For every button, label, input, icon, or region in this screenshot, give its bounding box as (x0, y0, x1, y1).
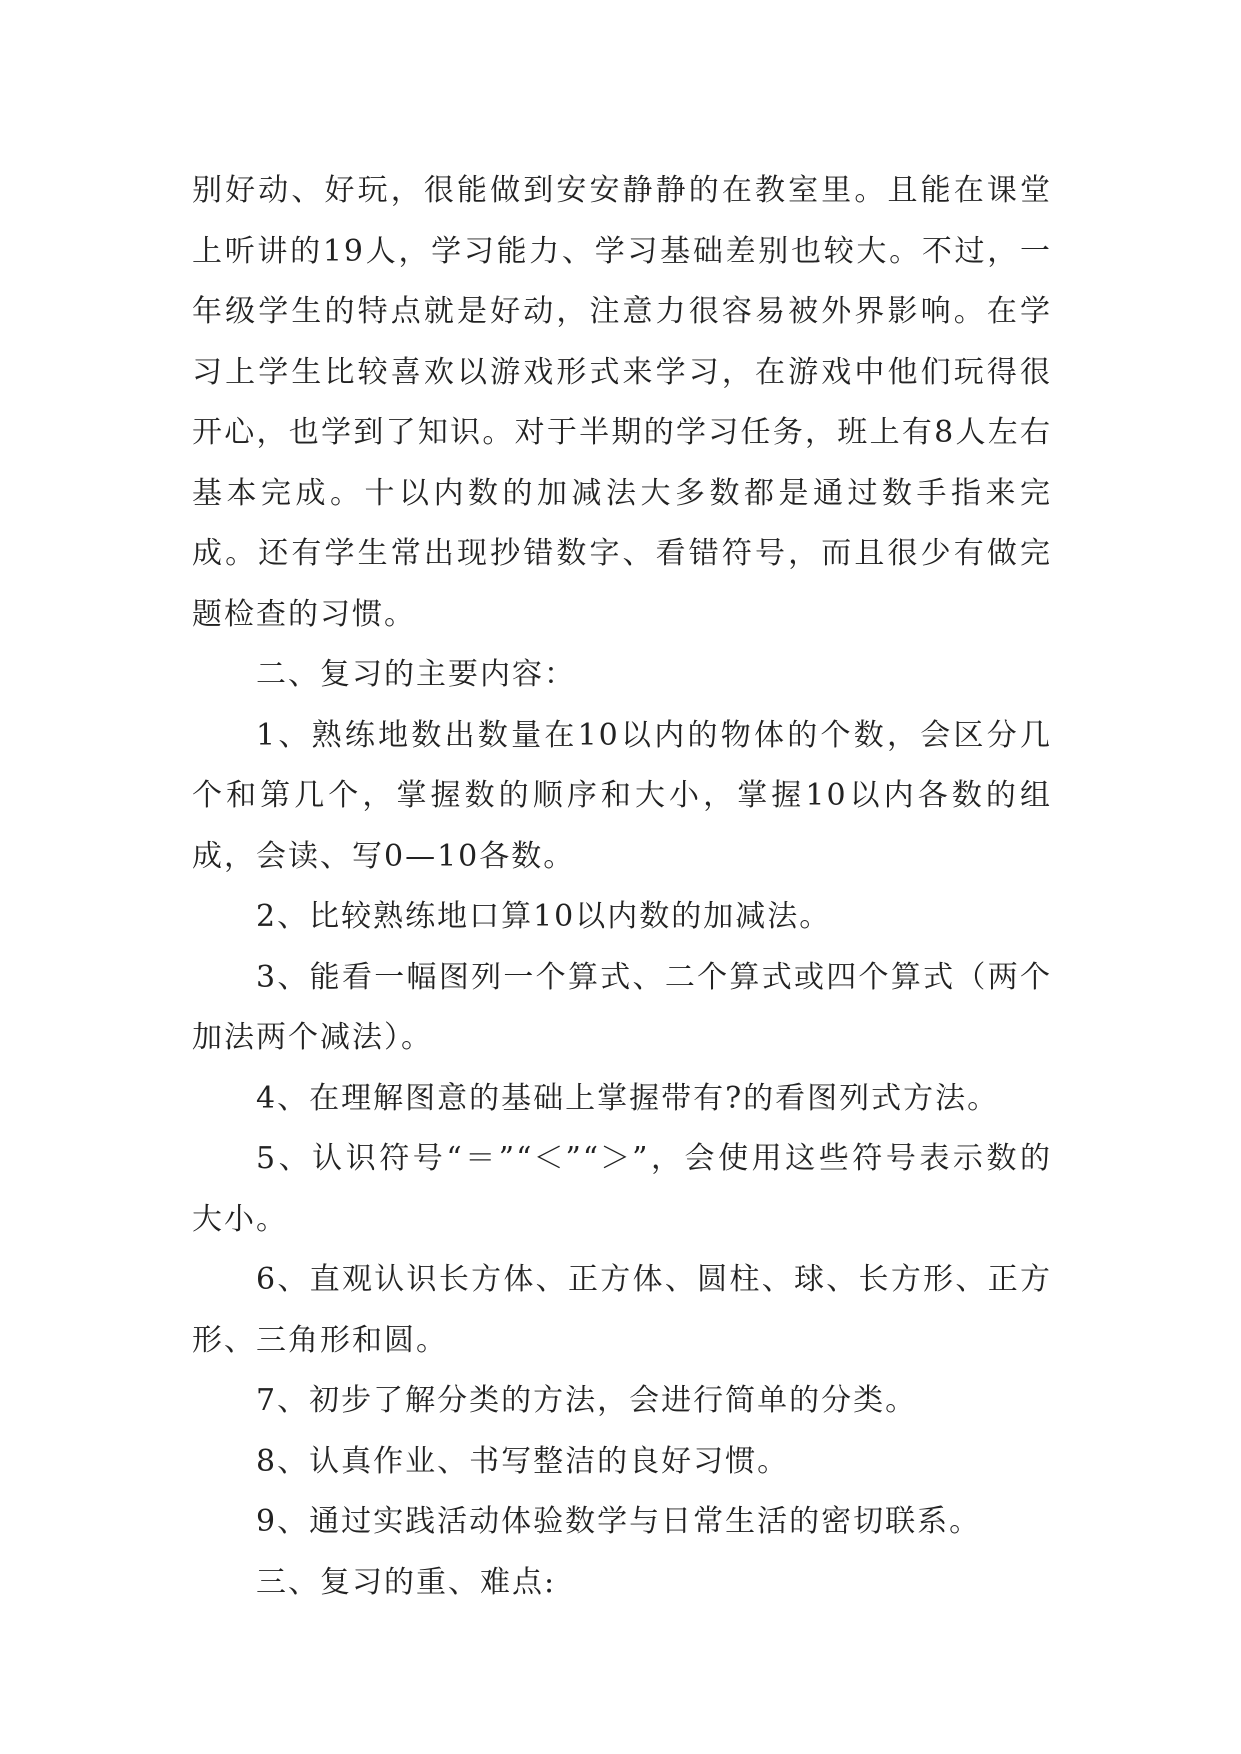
list-item-6: 6、直观认识长方体、正方体、圆柱、球、长方形、正方形、三角形和圆。 (192, 1262, 1052, 1358)
list-item-2: 2、比较熟练地口算10以内数的加减法。 (256, 899, 832, 934)
list-item-5: 5、认识符号“＝”“＜”“＞”，会使用这些符号表示数的大小。 (192, 1141, 1052, 1237)
section-heading-key-points: 三、复习的重、难点: (256, 1564, 557, 1600)
document-body (192, 161, 1052, 1613)
paragraph-continuation: 别好动、好玩，很能做到安安静静的在教室里。且能在课堂上听讲的19人，学习能力、学习基础差别也较大。不过，一年级学生的特点就是好动，注意力很容易被外界影响。在学习上学生比较喜欢以游戏形式来学习，在游戏中他们玩得很开心，也学到了知识。对于半期的学习任务，班上有8人左右基本完成。十以内数的加减法大多数都是通过数手指来完成。还有学生常出现抄错数字、看错符号，而且很少有做完题检查的习惯。 (192, 173, 1052, 632)
list-item-9: 9、通过实践活动体验数学与日常生活的密切联系。 (256, 1504, 982, 1539)
list-item-7: 7、初步了解分类的方法，会进行简单的分类。 (256, 1383, 918, 1418)
list-item-8: 8、认真作业、书写整洁的良好习惯。 (256, 1443, 790, 1479)
section-heading-review-content: 二、复习的主要内容： (256, 657, 576, 692)
list-item-4: 4、在理解图意的基础上掌握带有?的看图列式方法。 (256, 1080, 1000, 1116)
list-item-3: 3、能看一幅图列一个算式、二个算式或四个算式（两个加法两个减法）。 (192, 959, 1052, 1055)
list-item-1: 1、熟练地数出数量在10以内的物体的个数，会区分几个和第几个，掌握数的顺序和大小，掌握10以内各数的组成，会读、写0—10各数。 (192, 717, 1052, 874)
